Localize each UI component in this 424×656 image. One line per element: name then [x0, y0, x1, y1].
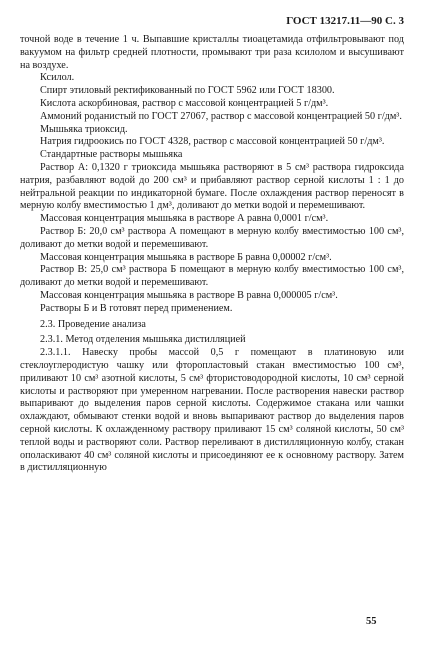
paragraph: Аммоний роданистый по ГОСТ 27067, раствор с массовой концентрацией 50 г/дм³.	[40, 110, 402, 122]
paragraph: Раствор В: 25,0 см³ раствора Б помещают в мерную колбу вместимостью 100 см³, доливают до метки водой и перемешивают.	[20, 264, 404, 289]
paragraph: Массовая концентрация мышьяка в растворе Б равна 0,00002 г/см³.	[40, 251, 332, 263]
paragraph: 2.3.1.1. Навеску пробы массой 0,5 г помещают в платиновую или стеклоуглеродистую чашку или фторопластовый стакан вместимостью 100 см³, приливают 10 см³ азотной кислоты, 5 см³ фтористоводородной кислоты, 10 см³ серной кислоты и растворяют при умеренном нагревании. После растворения навески раствор выпаривают до выделения паров серной кислоты. Содержимое стакана или чашки охлаждают, обмывают стенки водой и вновь выпаривают раствор до выделения паров серной кислоты. К охлажденному раствору приливают 15 см³ соляной кислоты, 50 см³ теплой воды и растворяют соли. Раствор переливают в дистилляционную колбу, стакан ополаскивают 40 см³ соляной кислоты и присоединяют ее к основному раствору. Затем в дистилляционную	[20, 347, 404, 474]
paragraph: Спирт этиловый ректификованный по ГОСТ 5962 или ГОСТ 18300.	[40, 85, 335, 97]
paragraph: Раствор Б: 20,0 см³ раствора А помещают в мерную колбу вместимостью 100 см³, доливают до метки водой и перемешивают.	[20, 225, 404, 250]
paragraph: точной воде в течение 1 ч. Выпавшие кристаллы тиоацетамида отфильтровывают под вакуумом на фильтр средней плотности, промывают три раза ксилолом и высушивают на воздухе.	[20, 34, 404, 71]
paragraph: 2.3.1. Метод отделения мышьяка дистилляцией	[40, 334, 246, 346]
paragraph: Массовая концентрация мышьяка в растворе В равна 0,000005 г/см³.	[40, 289, 338, 301]
paragraph: Растворы Б и В готовят перед применением.	[40, 302, 233, 314]
paragraph: Стандартные растворы мышьяка	[40, 149, 183, 161]
running-header: ГОСТ 13217.11—90 С. 3	[286, 15, 404, 27]
paragraph: Массовая концентрация мышьяка в растворе А равна 0,0001 г/см³.	[40, 213, 329, 225]
paragraph: Натрия гидроокись по ГОСТ 4328, раствор с массовой концентрацией 50 г/дм³.	[40, 136, 385, 148]
paragraph: Кислота аскорбиновая, раствор с массовой концентрацией 5 г/дм³.	[40, 97, 329, 109]
paragraph: Раствор А: 0,1320 г триоксида мышьяка растворяют в 5 см³ раствора гидроксида натрия, разбавляют водой до 200 см³ и прибавляют раствор серной кислоты 1 : 1 до нейтральной реакции по индикаторной бумаге. После охлаждения раствор переносят в мерную колбу вместимостью 1 дм³, доливают до метки водой и перемешивают.	[20, 161, 404, 212]
paragraph: Ксилол.	[40, 72, 75, 84]
body-text	[20, 34, 404, 475]
paragraph: Мышьяка триоксид.	[40, 123, 128, 135]
paragraph: 2.3. Проведение анализа	[40, 318, 146, 330]
page-number: 55	[366, 616, 377, 627]
